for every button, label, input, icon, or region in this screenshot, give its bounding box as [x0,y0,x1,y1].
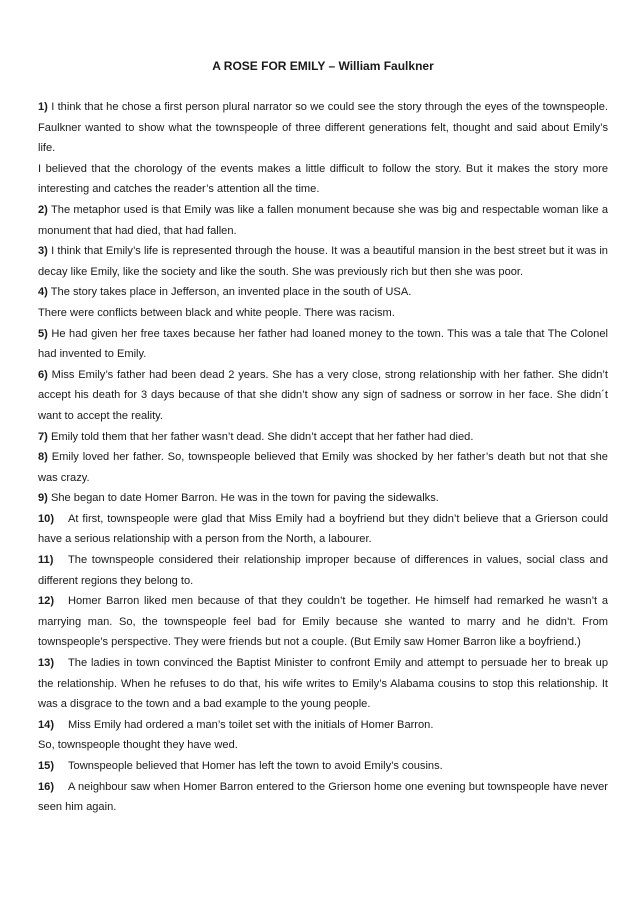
paragraph-text: A neighbour saw when Homer Barron entered to the Grierson home one evening but townspeople have never seen him again. [38,780,608,814]
paragraph-text: Emily loved her father. So, townspeople believed that Emily was shocked by her father’s death but not that she was crazy. [38,451,608,484]
paragraph-text: The townspeople considered their relationship improper because of differences in values, social class and different regions they belong to. [38,554,608,587]
paragraph-text: Homer Barron liked men because of that they couldn’t be together. He himself had remarked he wasn’t a marrying man. So, the townspeople feel bad for Emily because she wanted to marry and he didn’t. From townspeople’s perspective. They were friends but not a couple. (But Emily saw Homer Barron like a boyfriend.) [38,595,608,649]
paragraph-1 [38,97,608,159]
paragraph-number: 5) [38,327,48,340]
paragraph-4 [38,282,608,303]
paragraph-6 [38,365,608,427]
paragraph-number: 14) [38,718,55,731]
paragraph-text: The ladies in town convinced the Baptist Minister to confront Emily and attempt to persuade her to break up the relationship. When he refuses to do that, his wife writes to Emily’s Alabama cousins to stop this relationship. It was a disgrace to the town and a bad example to the young people. [38,657,608,711]
paragraph-text: I believed that the chorology of the events makes a little difficult to follow the story. But it makes the story more interesting and catches the reader’s attention all the time. [38,162,608,196]
paragraph-13 [38,653,608,715]
paragraph-number: 16) [38,780,55,793]
paragraph-1-continued [38,159,608,200]
paragraph-12 [38,591,608,653]
paragraph-text: Townspeople believed that Homer has left the town to avoid Emily’s cousins. [68,760,443,772]
paragraph-text: Miss Emily’s father had been dead 2 years. She has a very close, strong relationship with her father. She didn’t accept his death for 3 days because of that she didn’t show any sign of sadness or sorrow in her face. She didn´t want to accept the reality. [38,368,608,422]
paragraph-number: 9) [38,492,48,505]
paragraph-text: Miss Emily had ordered a man’s toilet set with the initials of Homer Barron. [68,718,434,731]
paragraph-number: 4) [38,286,48,299]
paragraph-number: 6) [38,368,48,381]
paragraph-14 [38,715,608,736]
paragraph-text: I think that Emily’s life is represented through the house. It was a beautiful mansion in the best street but it was in decay like Emily, like the society and like the south. She was previously rich but then she was poor. [38,245,608,278]
paragraph-text: I think that he chose a first person plural narrator so we could see the story through the eyes of the townspeople. Faulkner wanted to show what the townspeople of three different generations felt, thought and said about Emily’s life. [38,101,608,155]
paragraph-number: 12) [38,595,55,608]
paragraph-14-continued [38,735,608,756]
paragraph-text: He had given her free taxes because her father had loaned money to the town. This was a tale that The Colonel had invented to Emily. [38,327,608,361]
paragraph-number: 10) [38,512,55,525]
paragraph-4-continued [38,303,608,324]
paragraph-number: 1) [38,101,48,113]
paragraph-text: Emily told them that her father wasn’t dead. She didn’t accept that her father had died. [50,430,474,443]
paragraph-7 [38,427,608,448]
paragraph-text: At first, townspeople were glad that Miss Emily had a boyfriend but they didn’t believe that a Grierson could have a serious relationship with a person from the North, a labourer. [38,512,608,546]
paragraph-number: 15) [38,760,55,772]
paragraph-16 [38,777,608,818]
paragraph-text: The story takes place in Jefferson, an invented place in the south of USA. [50,286,412,299]
paragraph-text: So, townspeople thought they have wed. [38,739,238,752]
paragraph-5 [38,324,608,365]
paragraph-11 [38,550,608,591]
paragraph-text: She began to date Homer Barron. He was in the town for paving the sidewalks. [50,492,439,505]
paragraph-number: 13) [38,657,55,670]
paragraph-text: The metaphor used is that Emily was like a fallen monument because she was big and respectable woman like a monument that had died, that had fallen. [38,203,608,237]
paragraph-10 [38,509,608,550]
document-title: A ROSE FOR EMILY – William Faulkner [212,59,434,73]
document-page [38,58,608,818]
paragraph-text: There were conflicts between black and white people. There was racism. [38,306,395,319]
paragraph-number: 2) [38,203,48,216]
paragraph-2 [38,200,608,241]
paragraph-8 [38,447,608,488]
paragraph-number: 8) [38,451,48,464]
paragraph-number: 7) [38,430,48,443]
paragraph-9 [38,488,608,509]
paragraph-15 [38,756,608,777]
paragraph-3 [38,241,608,282]
paragraph-number: 3) [38,245,48,258]
paragraph-number: 11) [38,554,54,567]
